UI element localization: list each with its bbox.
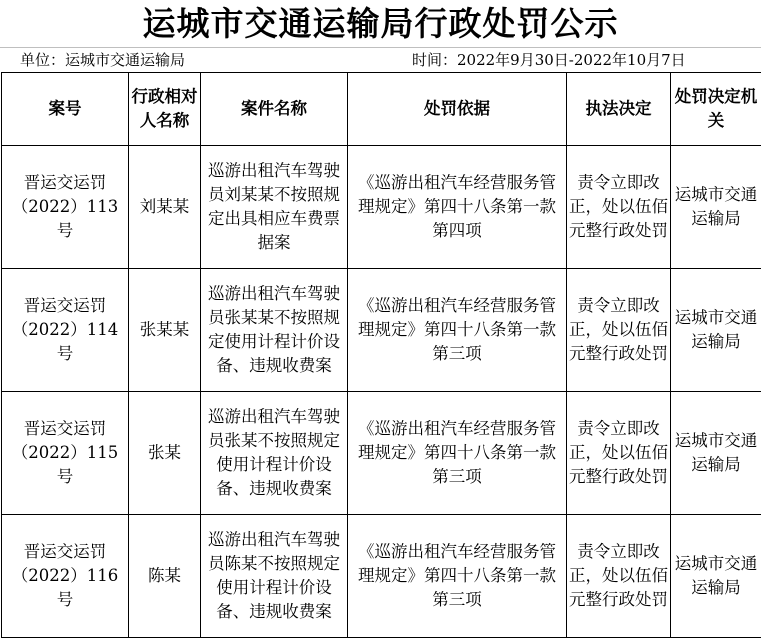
cell-decision: 责令立即改正，处以伍佰元整行政处罚 [567,515,671,638]
table-row [2,392,761,515]
cell-party-name: 张某 [129,392,201,515]
time-range: 时间：2022年9月30日-2022年10月7日 [412,48,686,72]
cell-case-name: 巡游出租汽车驾驶员张某某不按照规定使用计程计价设备、违规收费案 [201,269,348,392]
cell-case-number: 晋运交运罚（2022）115号 [2,392,129,515]
cell-party-name: 张某某 [129,269,201,392]
header-authority: 处罚决定机关 [671,73,761,146]
unit-label: 单位：运城市交通运输局 [20,48,185,72]
table-row [2,269,761,392]
cell-case-number: 晋运交运罚（2022）114号 [2,269,129,392]
cell-case-number: 晋运交运罚（2022）116号 [2,515,129,638]
cell-case-name: 巡游出租汽车驾驶员陈某不按照规定使用计程计价设备、违规收费案 [201,515,348,638]
meta-line [0,47,761,72]
header-decision: 执法决定 [567,73,671,146]
cell-decision: 责令立即改正，处以伍佰元整行政处罚 [567,269,671,392]
cell-case-name: 巡游出租汽车驾驶员张某不按照规定使用计程计价设备、违规收费案 [201,392,348,515]
header-penalty-basis: 处罚依据 [348,73,567,146]
cell-case-number: 晋运交运罚（2022）113号 [2,146,129,269]
cell-authority: 运城市交通运输局 [671,269,761,392]
cell-authority: 运城市交通运输局 [671,146,761,269]
header-case-name: 案件名称 [201,73,348,146]
cell-penalty-basis: 《巡游出租汽车经营服务管理规定》第四十八条第一款第四项 [348,146,567,269]
page-title: 运城市交通运输局行政处罚公示 [0,0,761,47]
table-row [2,146,761,269]
cell-decision: 责令立即改正，处以伍佰元整行政处罚 [567,146,671,269]
cell-penalty-basis: 《巡游出租汽车经营服务管理规定》第四十八条第一款第三项 [348,392,567,515]
cell-decision: 责令立即改正，处以伍佰元整行政处罚 [567,392,671,515]
table-header-row [2,73,761,146]
cell-case-name: 巡游出租汽车驾驶员刘某某不按照规定出具相应车费票据案 [201,146,348,269]
header-party-name: 行政相对人名称 [129,73,201,146]
cell-authority: 运城市交通运输局 [671,392,761,515]
header-case-number: 案号 [2,73,129,146]
penalty-table [1,72,761,638]
cell-party-name: 刘某某 [129,146,201,269]
cell-authority: 运城市交通运输局 [671,515,761,638]
cell-penalty-basis: 《巡游出租汽车经营服务管理规定》第四十八条第一款第三项 [348,515,567,638]
cell-party-name: 陈某 [129,515,201,638]
table-row [2,515,761,638]
cell-penalty-basis: 《巡游出租汽车经营服务管理规定》第四十八条第一款第三项 [348,269,567,392]
